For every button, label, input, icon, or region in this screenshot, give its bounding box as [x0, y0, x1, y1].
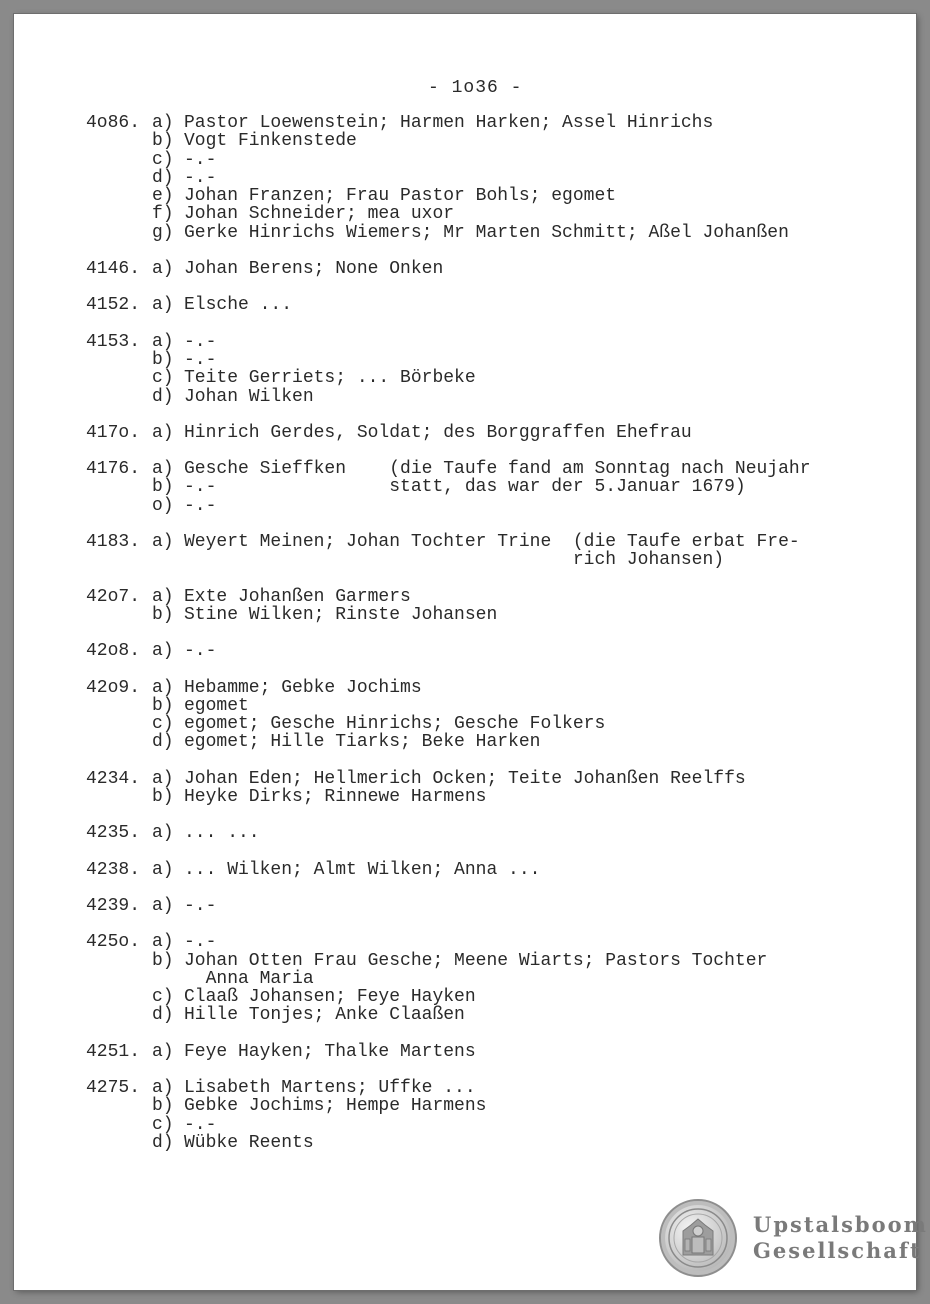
- entry: [86, 114, 886, 242]
- entry-number: [86, 132, 152, 150]
- entry-label: a): [152, 586, 174, 607]
- entry-label: b): [152, 131, 174, 152]
- entry-label: a): [152, 1077, 174, 1098]
- entry-line: [86, 497, 886, 515]
- entry-label: [152, 970, 184, 988]
- entry-line: [86, 733, 886, 751]
- entry-text: Johan Schneider; mea uxor: [184, 204, 455, 225]
- society-name-line1: Upstalsboom: [753, 1212, 928, 1237]
- entry-number: [86, 1006, 152, 1024]
- entry-line: [86, 952, 886, 970]
- entry-text: Heyke Dirks; Rinnewe Harmens: [184, 787, 487, 808]
- entry: [86, 424, 886, 442]
- entry-number: 4152.: [86, 295, 141, 316]
- entry-text: egomet; Hille Tiarks; Beke Harken: [184, 732, 541, 753]
- entry-line: [86, 770, 886, 788]
- entry-line: [86, 478, 886, 496]
- entry: [86, 1079, 886, 1152]
- entry-number: [86, 369, 152, 387]
- entry-line: [86, 1097, 886, 1115]
- entry-text: ... Wilken; Almt Wilken; Anna ...: [184, 859, 541, 880]
- entry-label: g): [152, 222, 174, 243]
- entry-label: b): [152, 950, 174, 971]
- entry-line: [86, 114, 886, 132]
- entry-label: d): [152, 1132, 174, 1153]
- society-logo: [659, 1199, 928, 1277]
- entry-text: -.-: [184, 932, 217, 953]
- entry-line: [86, 388, 886, 406]
- page-number: - 1o36 -: [428, 78, 523, 98]
- entry-text: -.-: [184, 1114, 217, 1135]
- entry-label: a): [152, 295, 174, 316]
- entry: [86, 770, 886, 807]
- entry-text: Wübke Reents: [184, 1132, 314, 1153]
- entry-label: a): [152, 113, 174, 133]
- entry-text: Exte Johanßen Garmers: [184, 586, 411, 607]
- entry: [86, 679, 886, 752]
- entry-number: 4238.: [86, 859, 141, 880]
- society-name-line2: Gesellschaft: [753, 1238, 922, 1263]
- entry-label: a): [152, 259, 174, 280]
- entry-text: Gebke Jochims; Hempe Harmens: [184, 1096, 487, 1117]
- entry-number: 4251.: [86, 1041, 141, 1062]
- entry-line: [86, 260, 886, 278]
- entry-label: a): [152, 331, 174, 352]
- entry-line: [86, 588, 886, 606]
- entry-label: d): [152, 1005, 174, 1026]
- entry-number: [86, 497, 152, 515]
- entry-line: [86, 551, 886, 569]
- entry-label: a): [152, 768, 174, 789]
- entry-text: Hinrich Gerdes, Soldat; des Borggraffen Ehefrau: [184, 422, 692, 443]
- entry-number: [86, 988, 152, 1006]
- entry-number: 4o86.: [86, 113, 141, 133]
- entry-text: Johan Wilken: [184, 386, 314, 407]
- entry-text: Stine Wilken; Rinste Johansen: [184, 604, 498, 625]
- entry-line: [86, 679, 886, 697]
- entry-number: 42o9.: [86, 677, 141, 698]
- entry-label: c): [152, 1114, 174, 1135]
- entry-label: a): [152, 422, 174, 443]
- entry-label: c): [152, 149, 174, 170]
- entry-line: [86, 788, 886, 806]
- entry-number: 4275.: [86, 1077, 141, 1098]
- entry-text: Weyert Meinen; Johan Tochter Trine (die Taufe erbat Fre-: [184, 532, 800, 553]
- entry: [86, 533, 886, 570]
- entry-label: b): [152, 787, 174, 808]
- entry-number: 42o8.: [86, 641, 141, 662]
- entry-label: a): [152, 677, 174, 698]
- entry-text: -.-: [184, 641, 217, 662]
- entry-line: [86, 897, 886, 915]
- entry-text: -.- statt, das war der 5.Januar 1679): [184, 477, 746, 498]
- entry-number: [86, 169, 152, 187]
- entry-number: [86, 187, 152, 205]
- entry-text: Pastor Loewenstein; Harmen Harken; Assel Hinrichs: [184, 113, 714, 133]
- entry: [86, 1043, 886, 1061]
- entry-number: 4239.: [86, 895, 141, 916]
- entry-line: [86, 933, 886, 951]
- entry-line: [86, 697, 886, 715]
- entry-text: Feye Hayken; Thalke Martens: [184, 1041, 476, 1062]
- entry-text: egomet: [184, 695, 249, 716]
- entry-text: Claaß Johansen; Feye Hayken: [184, 987, 476, 1008]
- entry: [86, 861, 886, 879]
- entry: [86, 260, 886, 278]
- entry-text: Johan Otten Frau Gesche; Meene Wiarts; Pastors Tochter: [184, 950, 768, 971]
- entry-number: [86, 733, 152, 751]
- entry-number: [86, 1097, 152, 1115]
- entry-label: a): [152, 859, 174, 880]
- entry: [86, 642, 886, 660]
- entry-number: 4176.: [86, 459, 141, 480]
- entry-number: 4183.: [86, 532, 141, 553]
- entry: [86, 460, 886, 515]
- entry-number: [86, 551, 152, 569]
- entry-label: b): [152, 349, 174, 370]
- entry-text: Hille Tonjes; Anke Claaßen: [184, 1005, 465, 1026]
- entry-label: o): [152, 495, 174, 516]
- entry-label: a): [152, 823, 174, 844]
- entry-text: -.-: [184, 149, 217, 170]
- entry-text: Hebamme; Gebke Jochims: [184, 677, 422, 698]
- entry-text: egomet; Gesche Hinrichs; Gesche Folkers: [184, 714, 606, 735]
- entry-number: 4153.: [86, 331, 141, 352]
- entry-line: [86, 606, 886, 624]
- entry-line: [86, 642, 886, 660]
- entry-number: [86, 788, 152, 806]
- entry-number: [86, 697, 152, 715]
- seal-icon: [659, 1199, 737, 1277]
- document-page: [14, 14, 928, 1290]
- entry-line: [86, 1116, 886, 1134]
- entry-label: b): [152, 1096, 174, 1117]
- entry-text: -.-: [184, 331, 217, 352]
- entry-number: 417o.: [86, 422, 141, 443]
- entry: [86, 824, 886, 842]
- entry-text: ... ...: [184, 823, 260, 844]
- entry-number: [86, 970, 152, 988]
- entry-number: [86, 351, 152, 369]
- entry-line: [86, 861, 886, 879]
- entry-text: Gesche Sieffken (die Taufe fand am Sonntag nach Neujahr: [184, 459, 811, 480]
- entry-line: [86, 460, 886, 478]
- entry-list: [86, 114, 886, 1170]
- entry-number: 42o7.: [86, 586, 141, 607]
- entry-text: -.-: [184, 349, 217, 370]
- entry-line: [86, 132, 886, 150]
- entry-number: [86, 606, 152, 624]
- entry-line: [86, 169, 886, 187]
- entry-label: b): [152, 477, 174, 498]
- entry-text: Vogt Finkenstede: [184, 131, 357, 152]
- entry-number: 4234.: [86, 768, 141, 789]
- entry-line: [86, 205, 886, 223]
- entry-line: [86, 296, 886, 314]
- entry-line: [86, 187, 886, 205]
- entry-text: rich Johansen): [184, 550, 725, 571]
- entry-text: Gerke Hinrichs Wiemers; Mr Marten Schmitt; Aßel Johanßen: [184, 222, 789, 243]
- entry-label: e): [152, 186, 174, 207]
- entry-label: c): [152, 714, 174, 735]
- entry-label: d): [152, 386, 174, 407]
- entry-label: d): [152, 732, 174, 753]
- entry-label: a): [152, 895, 174, 916]
- entry-line: [86, 369, 886, 387]
- entry-text: Anna Maria: [184, 968, 314, 989]
- entry-label: b): [152, 695, 174, 716]
- entry-line: [86, 715, 886, 733]
- entry-label: a): [152, 1041, 174, 1062]
- entry-number: [86, 1116, 152, 1134]
- entry-text: Johan Berens; None Onken: [184, 259, 444, 280]
- entry-line: [86, 1134, 886, 1152]
- entry-number: [86, 1134, 152, 1152]
- entry-number: [86, 224, 152, 242]
- entry-label: a): [152, 641, 174, 662]
- entry-line: [86, 1079, 886, 1097]
- entry-label: c): [152, 368, 174, 389]
- entry-text: -.-: [184, 167, 217, 188]
- entry: [86, 588, 886, 625]
- entry: [86, 933, 886, 1024]
- entry-label: a): [152, 459, 174, 480]
- entry-label: [152, 551, 184, 569]
- entry-text: Teite Gerriets; ... Börbeke: [184, 368, 476, 389]
- entry-number: [86, 205, 152, 223]
- entry-line: [86, 1006, 886, 1024]
- entry-number: [86, 952, 152, 970]
- entry-label: c): [152, 987, 174, 1008]
- entry-label: d): [152, 167, 174, 188]
- entry-label: b): [152, 604, 174, 625]
- entry-number: [86, 715, 152, 733]
- entry-number: 425o.: [86, 932, 141, 953]
- entry-line: [86, 424, 886, 442]
- entry-text: -.-: [184, 495, 217, 516]
- entry: [86, 897, 886, 915]
- entry-text: Elsche ...: [184, 295, 293, 316]
- entry-number: [86, 478, 152, 496]
- entry-text: Lisabeth Martens; Uffke ...: [184, 1077, 476, 1098]
- entry: [86, 333, 886, 406]
- entry-label: a): [152, 532, 174, 553]
- entry-number: 4235.: [86, 823, 141, 844]
- entry-number: [86, 388, 152, 406]
- entry-label: a): [152, 932, 174, 953]
- entry-line: [86, 351, 886, 369]
- entry-line: [86, 970, 886, 988]
- entry-number: [86, 151, 152, 169]
- entry-line: [86, 1043, 886, 1061]
- entry-label: f): [152, 204, 174, 225]
- entry-text: Johan Eden; Hellmerich Ocken; Teite Johanßen Reelffs: [184, 768, 746, 789]
- entry-text: -.-: [184, 895, 217, 916]
- entry-text: Johan Franzen; Frau Pastor Bohls; egomet: [184, 186, 617, 207]
- entry-line: [86, 333, 886, 351]
- entry-line: [86, 151, 886, 169]
- entry-line: [86, 988, 886, 1006]
- entry-number: 4146.: [86, 259, 141, 280]
- entry-line: [86, 824, 886, 842]
- entry: [86, 296, 886, 314]
- entry-line: [86, 533, 886, 551]
- society-name: [753, 1212, 928, 1264]
- entry-line: [86, 224, 886, 242]
